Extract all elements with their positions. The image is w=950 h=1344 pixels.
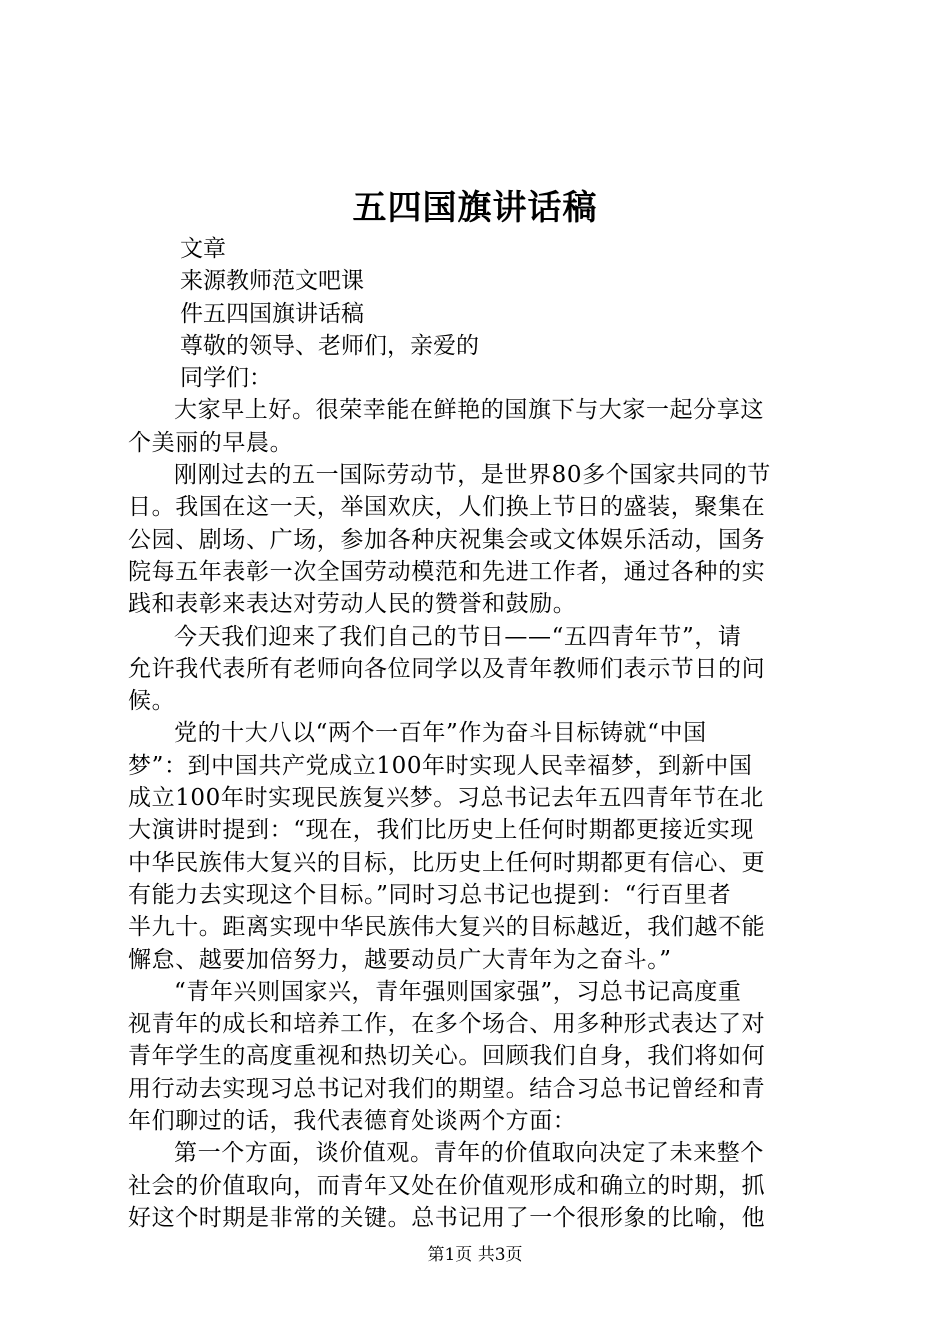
paragraph-line: 今天我们迎来了我们自己的节日——“五四青年节”，请	[174, 623, 742, 650]
paragraph-line: 允许我代表所有老师向各位同学以及青年教师们表示节日的问	[128, 655, 766, 682]
header-line: 件五四国旗讲话稿	[180, 300, 364, 327]
document-title: 五四国旗讲话稿	[352, 188, 598, 228]
paragraph-line: 懈怠、越要加倍努力，越要动员广大青年为之奋斗。”	[128, 946, 672, 973]
body-paragraph	[128, 1137, 830, 1234]
body-paragraph	[128, 394, 830, 459]
page-footer: 第1页 共3页	[427, 1245, 523, 1265]
body-paragraph	[128, 976, 830, 1137]
body-paragraph	[128, 621, 830, 718]
paragraph-line: 好这个时期是非常的关键。总书记用了一个很形象的比喻，他	[128, 1204, 766, 1231]
paragraph-line: 大演讲时提到：“现在，我们比历史上任何时期都更接近实现	[128, 817, 754, 844]
paragraph-line: 社会的价值取向，而青年又处在价值观形成和确立的时期，抓	[128, 1172, 766, 1199]
header-line: 文章	[180, 236, 226, 262]
paragraph-line: 成立100年时实现民族复兴梦。习总书记去年五四青年节在北	[128, 785, 764, 812]
paragraph-line: 用行动去实现习总书记对我们的期望。结合习总书记曾经和青	[128, 1075, 766, 1102]
header-line: 尊敬的领导、老师们，亲爱的	[180, 332, 479, 359]
paragraph-line: 第一个方面，谈价值观。青年的价值取向决定了未来整个	[174, 1140, 764, 1167]
paragraph-line: 个美丽的早晨。	[128, 429, 294, 456]
paragraph-line: “青年兴则国家兴，青年强则国家强”，习总书记高度重	[174, 978, 742, 1005]
paragraph-line: 视青年的成长和培养工作，在多个场合、用多种形式表达了对	[128, 1011, 766, 1038]
document-body	[128, 233, 830, 1234]
body-paragraph	[128, 459, 830, 620]
paragraph-line: 年们聊过的话，我代表德育处谈两个方面：	[128, 1108, 577, 1135]
paragraph-line: 梦”：到中国共产党成立100年时实现人民幸福梦，到新中国	[128, 752, 753, 779]
paragraph-line: 中华民族伟大复兴的目标，比历史上任何时期都更有信心、更	[128, 849, 766, 876]
paragraph-line: 公园、剧场、广场，参加各种庆祝集会或文体娱乐活动，国务	[128, 526, 766, 553]
paragraph-line: 大家早上好。很荣幸能在鲜艳的国旗下与大家一起分享这	[174, 397, 764, 424]
header-line: 来源教师范文吧课	[180, 268, 364, 295]
paragraph-line: 院每五年表彰一次全国劳动模范和先进工作者，通过各种的实	[128, 558, 766, 585]
header-line: 同学们：	[180, 365, 272, 392]
paragraph-line: 青年学生的高度重视和热切关心。回顾我们自身，我们将如何	[128, 1043, 766, 1070]
paragraph-line: 日。我国在这一天，举国欢庆，人们换上节日的盛装，聚集在	[128, 494, 766, 521]
paragraph-line: 刚刚过去的五一国际劳动节，是世界80多个国家共同的节	[174, 462, 771, 489]
body-paragraph	[128, 717, 830, 975]
paragraph-line: 党的十大八以“两个一百年”作为奋斗目标铸就“中国	[174, 720, 707, 747]
paragraph-line: 践和表彰来表达对劳动人民的赞誉和鼓励。	[128, 591, 577, 618]
paragraph-line: 半九十。距离实现中华民族伟大复兴的目标越近，我们越不能	[128, 914, 766, 941]
paragraph-list	[128, 394, 830, 1234]
paragraph-line: 有能力去实现这个目标。”同时习总书记也提到：“行百里者	[128, 881, 732, 908]
paragraph-line: 候。	[128, 688, 176, 715]
